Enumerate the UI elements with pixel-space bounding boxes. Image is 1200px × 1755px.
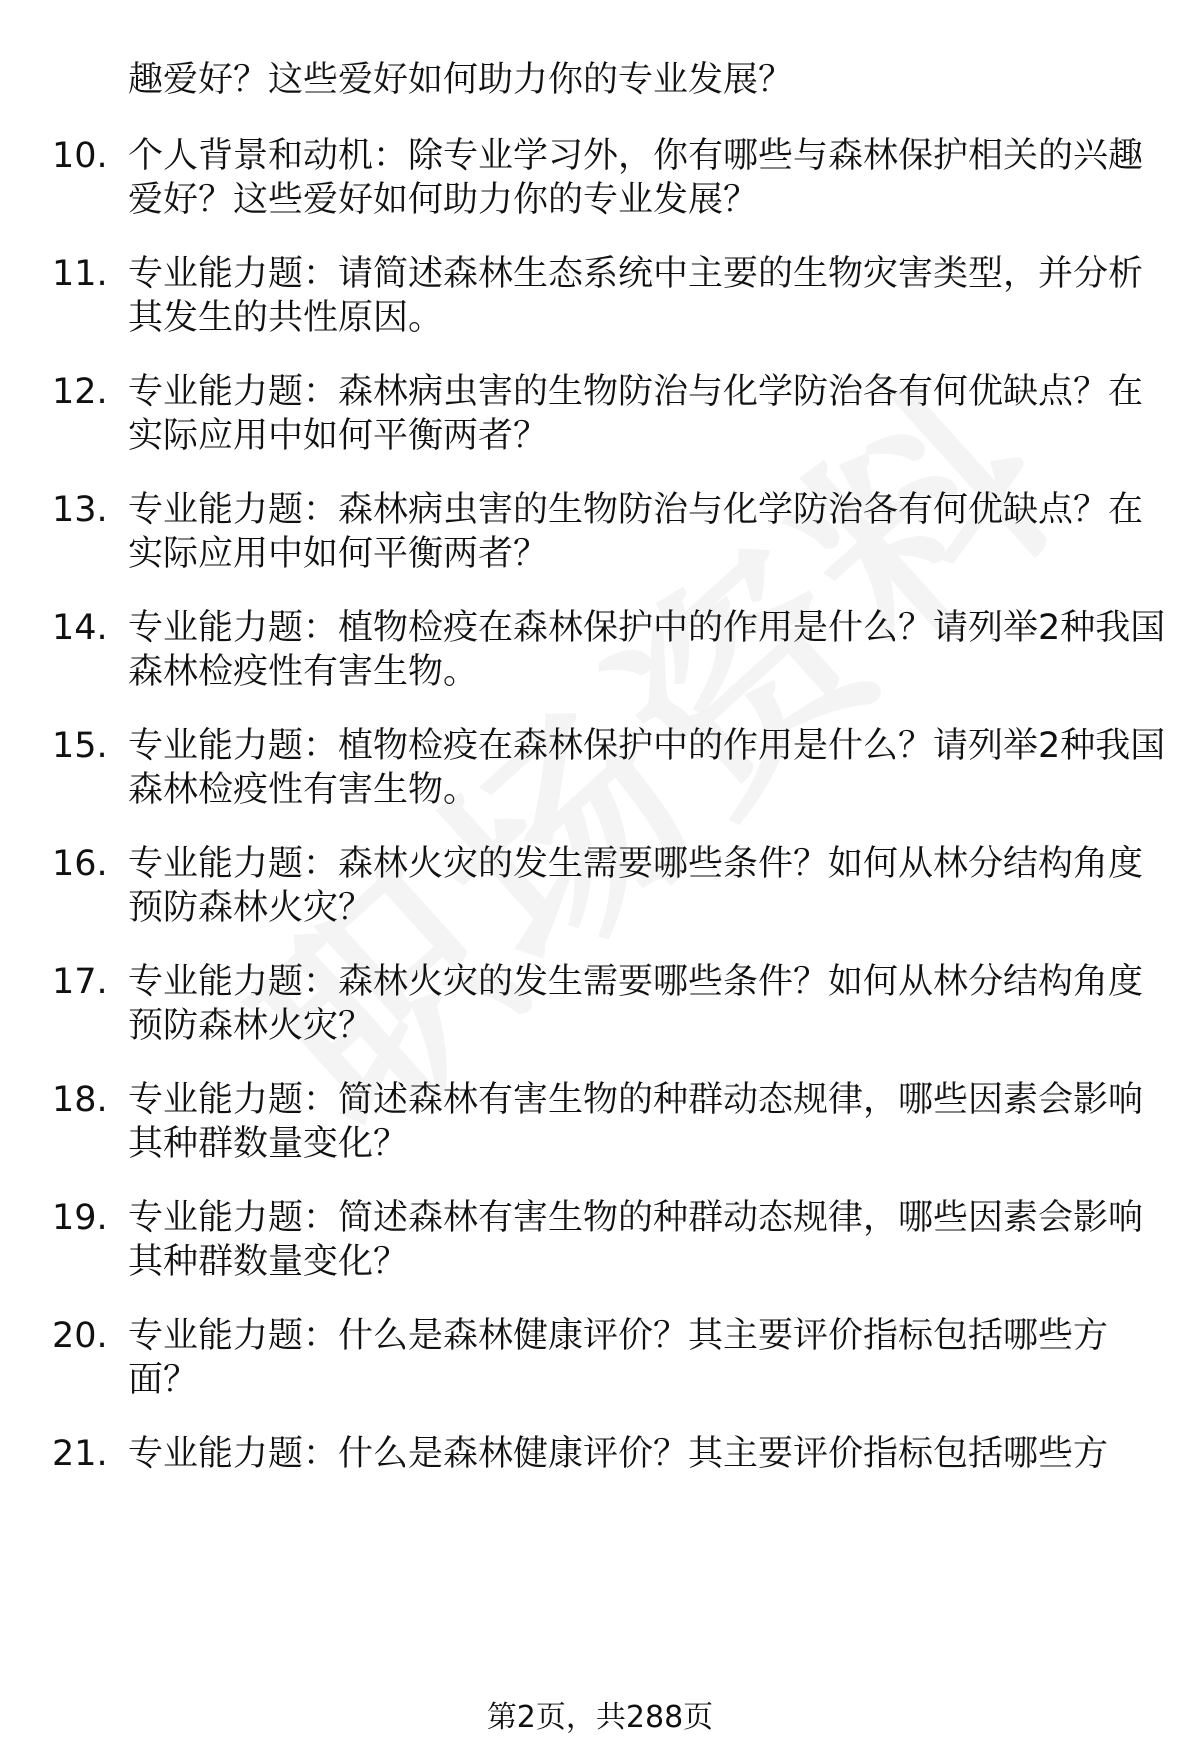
item-number: 10. [52,136,108,176]
item-text: 专业能力题：植物检疫在森林保护中的作用是什么？请列举2种我国森林检疫性有害生物。 [128,608,1166,692]
item-text: 专业能力题：森林火灾的发生需要哪些条件？如何从林分结构角度预防森林火灾？ [128,962,1144,1046]
item-number: 20. [52,1316,108,1356]
item-number: 21. [52,1434,108,1474]
item-text: 专业能力题：简述森林有害生物的种群动态规律，哪些因素会影响其种群数量变化？ [128,1198,1144,1282]
continuation-line: 趣爱好？这些爱好如何助力你的专业发展？ [128,60,794,100]
item-text: 个人背景和动机：除专业学习外，你有哪些与森林保护相关的兴趣爱好？这些爱好如何助力你的专业发展？ [128,136,1144,220]
item-text: 专业能力题：森林火灾的发生需要哪些条件？如何从林分结构角度预防森林火灾？ [128,844,1144,928]
item-text: 专业能力题：请简述森林生态系统中主要的生物灾害类型，并分析其发生的共性原因。 [128,254,1144,338]
item-text: 专业能力题：简述森林有害生物的种群动态规律，哪些因素会影响其种群数量变化？ [128,1080,1144,1164]
item-text: 专业能力题：植物检疫在森林保护中的作用是什么？请列举2种我国森林检疫性有害生物。 [128,726,1166,810]
item-number: 12. [52,372,108,412]
item-text: 专业能力题：森林病虫害的生物防治与化学防治各有何优缺点？在实际应用中如何平衡两者？ [128,490,1144,574]
item-number: 16. [52,844,108,884]
item-text: 专业能力题：什么是森林健康评价？其主要评价指标包括哪些方 [128,1434,1109,1474]
item-number: 19. [52,1198,108,1238]
item-number: 18. [52,1080,108,1120]
page-footer: 第2页，共288页 [486,1700,714,1735]
item-text: 专业能力题：森林病虫害的生物防治与化学防治各有何优缺点？在实际应用中如何平衡两者？ [128,372,1144,456]
item-text: 专业能力题：什么是森林健康评价？其主要评价指标包括哪些方面？ [128,1316,1109,1400]
item-number: 13. [52,490,108,530]
item-number: 14. [52,608,108,648]
item-number: 17. [52,962,108,1002]
item-number: 11. [52,254,108,294]
item-number: 15. [52,726,108,766]
